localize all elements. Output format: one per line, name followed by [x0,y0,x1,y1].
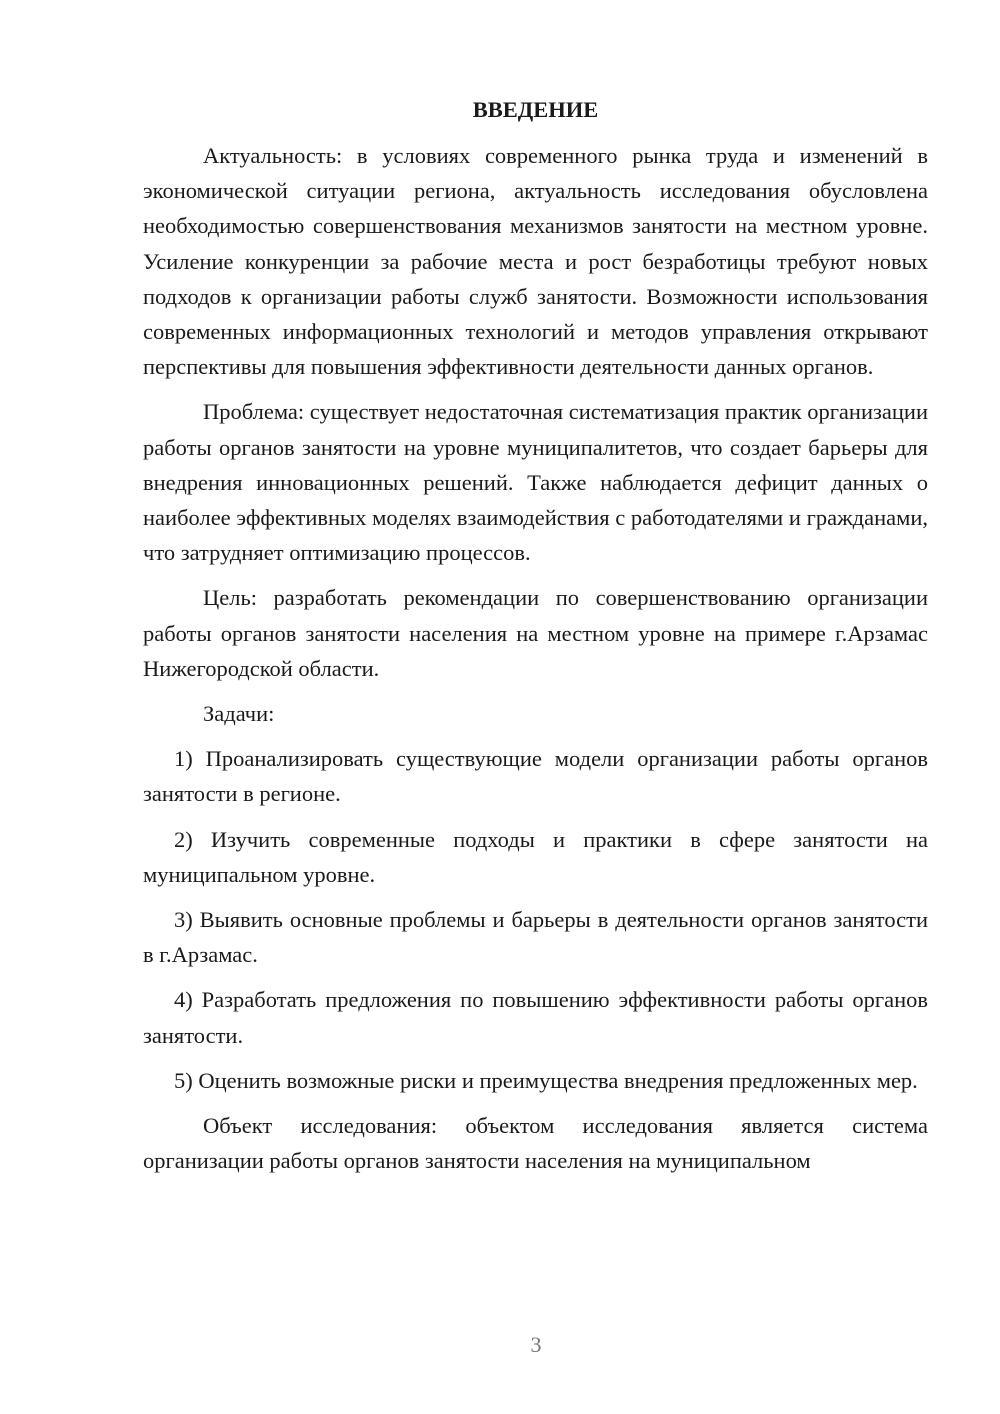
paragraph-goal: Цель: разработать рекомендации по совершенствованию организации работы органов занятости населения на местном уровне на примере г.Арзамас Нижегородской области. [143,585,928,681]
tasks-label: Задачи: [203,701,275,727]
task-list [143,741,928,1098]
section-heading: ВВЕДЕНИЕ [472,97,599,122]
page-content [143,92,928,1188]
task-item-3: 3) Выявить основные проблемы и барьеры в деятельности органов занятости в г.Арзамас. [143,907,928,968]
page-number: 3 [530,1332,542,1357]
task-item-4: 4) Разработать предложения по повышению эффективности работы органов занятости. [143,987,928,1048]
paragraph-problem: Проблема: существует недостаточная систематизация практик организации работы органов занятости на уровне муниципалитетов, что создает барьеры для внедрения инновационных решений. Также наблюдается дефицит данных о наиболее эффективных моделях взаимодействия с работодателями и гражданами, что затрудняет оптимизацию процессов. [143,399,928,566]
task-item-1: 1) Проанализировать существующие модели организации работы органов занятости в регионе. [143,746,928,807]
task-item-5: 5) Оценить возможные риски и преимущества внедрения предложенных мер. [174,1067,918,1093]
task-item-2: 2) Изучить современные подходы и практики в сфере занятости на муниципальном уровне. [143,826,928,887]
paragraph-relevance: Актуальность: в условиях современного рынка труда и изменений в экономической ситуации региона, актуальность исследования обусловлена необходимостью совершенствования механизмов занятости на местном уровне. Усиление конкуренции за рабочие места и рост безработицы требуют новых подходов к организации работы служб занятости. Возможности использования современных информационных технологий и методов управления открывают перспективы для повышения эффективности деятельности данных органов. [143,143,928,380]
paragraph-object: Объект исследования: объектом исследования является система организации работы органов занятости населения на муниципальном [143,1113,928,1174]
